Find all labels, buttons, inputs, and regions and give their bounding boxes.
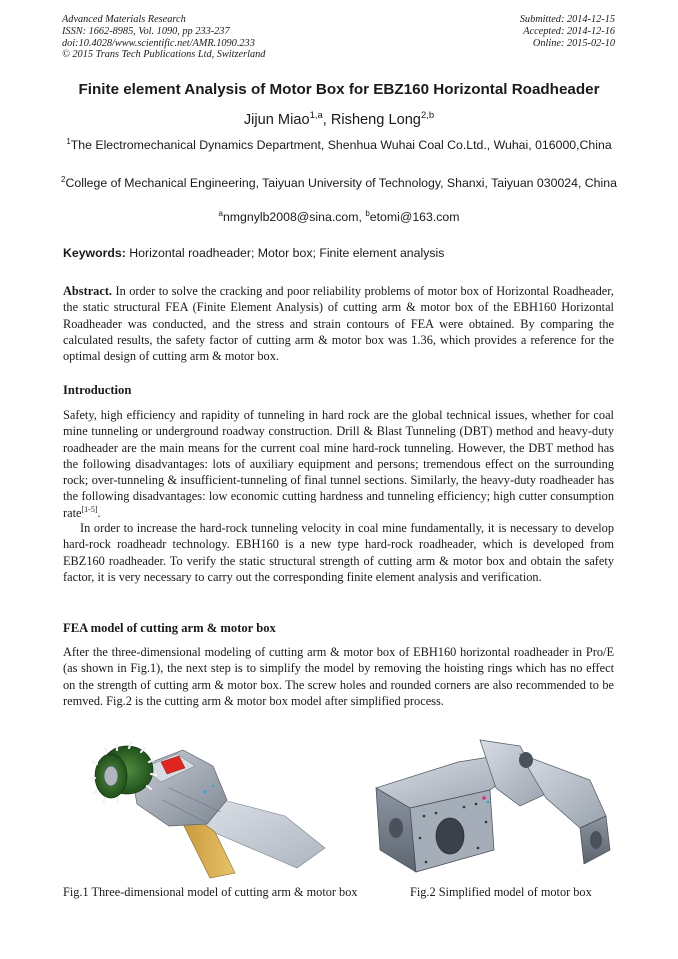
- email-superscript: a: [218, 208, 223, 218]
- journal-header-left: [62, 14, 265, 61]
- email-separator: ,: [358, 210, 366, 224]
- author-separator: ,: [322, 112, 331, 128]
- author-name: Risheng Long: [330, 112, 421, 128]
- date-online: Online: 2015-02-10: [532, 37, 615, 49]
- citation-reference[interactable]: [1-5]: [81, 504, 98, 514]
- author-superscript: 1,a: [309, 110, 323, 122]
- affiliation-1: [60, 137, 618, 154]
- introduction-paragraph-1: [63, 407, 614, 521]
- paragraph-text: Safety, high efficiency and rapidity of tunneling in hard rock are the global technical issues, whether for coal mine tunneling or underground roadway construction. Drill & Blast Tunneling (DBT) method and heavy-duty roadheader are the main means for the current coal mine hard-rock tunneling. However, the DBT method has the following disadvantages: lots of auxiliary equipment and persons; tremendous effect on the surrounding rock; over-tunneling & insufficient-tunneling of final tunnel sections. Similarly, the heavy-duty roadheader has the following disadvantages: low economic cutting hardness and tunneling efficiency; high cutter consumption rate: [63, 408, 614, 520]
- email-address[interactable]: etomi@163.com: [369, 210, 460, 224]
- paragraph-end: .: [97, 505, 101, 520]
- keywords-text: Horizontal roadheader; Motor box; Finite element analysis: [129, 246, 445, 260]
- figure-1-caption: Fig.1 Three-dimensional model of cutting arm & motor box: [63, 885, 358, 899]
- abstract-text: In order to solve the cracking and poor reliability problems of motor box of Horizontal Roadheader, the static structural FEA (Finite Element Analysis) of cutting arm & motor box of the EBH160 Horizontal Roadheader was conducted, and the stress and strain contours of FEA were obtained. By comparing the calculated results, the safety factor of cutting arm & motor box was 1.36, which provides a reference for the optimal design of cutting arm & motor box.: [63, 284, 614, 364]
- abstract-paragraph: [63, 283, 614, 364]
- fea-model-heading: FEA model of cutting arm & motor box: [63, 621, 276, 635]
- introduction-paragraph-2: In order to increase the hard-rock tunneling velocity in coal mine fundamentally, it is necessary to develop hard-rock roadheadr technology. EBH160 is a new type hard-rock roadheader, which is developed from EBZ160 roadheader. To verify the static structural strength of cutting arm & motor box and obtain the safety factor, it is very necessary to carry out the corresponding finite element analysis and verification.: [63, 521, 614, 584]
- introduction-heading: Introduction: [63, 383, 132, 397]
- date-submitted: Submitted: 2014-12-15: [519, 14, 615, 25]
- journal-issn: ISSN: 1662-8985, Vol. 1090, pp 233-237: [62, 25, 230, 37]
- journal-doi: doi:10.4028/www.scientific.net/AMR.1090.233: [62, 37, 255, 49]
- journal-header-right: [520, 14, 615, 49]
- affiliation-2: [60, 175, 618, 192]
- journal-name: Advanced Materials Research: [62, 14, 186, 25]
- figure-1-cutting-arm-model: [85, 728, 335, 880]
- author-name: Jijun Miao: [243, 112, 310, 128]
- affiliation-number: 1: [66, 136, 71, 146]
- affiliation-text: The Electromechanical Dynamics Department, Shenhua Wuhai Coal Co.Ltd., Wuhai, 016000,China: [70, 138, 612, 152]
- journal-copyright: © 2015 Trans Tech Publications Ltd, Switzerland: [62, 49, 266, 61]
- email-superscript: b: [365, 208, 370, 218]
- affiliation-text: College of Mechanical Engineering, Taiyuan University of Technology, Shanxi, Taiyuan 030024, China: [65, 176, 617, 190]
- keywords-label: Keywords:: [63, 246, 126, 260]
- author-list: [0, 112, 678, 128]
- author-emails: [0, 210, 678, 224]
- author-superscript: 2,b: [420, 110, 435, 122]
- affiliation-number: 2: [61, 174, 66, 184]
- abstract-label: Abstract.: [63, 284, 113, 298]
- date-accepted: Accepted: 2014-12-16: [523, 25, 615, 37]
- figure-2-caption: Fig.2 Simplified model of motor box: [410, 885, 592, 899]
- keywords-line: [63, 246, 444, 260]
- email-address[interactable]: nmgnylb2008@sina.com: [222, 210, 359, 224]
- fea-model-paragraph: After the three-dimensional modeling of cutting arm & motor box of EBH160 horizontal roadheader in Pro/E (as shown in Fig.1), the next step is to simplify the model by removing the hoisting rings which has no effect on the strength of cutting arm & motor box. The screw holes and rounded corners are also recommended to be remved. Fig.2 is the cutting arm & motor box model after simplified process.: [63, 645, 614, 708]
- figure-2-simplified-motor-box: [370, 732, 618, 880]
- paper-title: Finite element Analysis of Motor Box for EBZ160 Horizontal Roadheader: [78, 81, 600, 98]
